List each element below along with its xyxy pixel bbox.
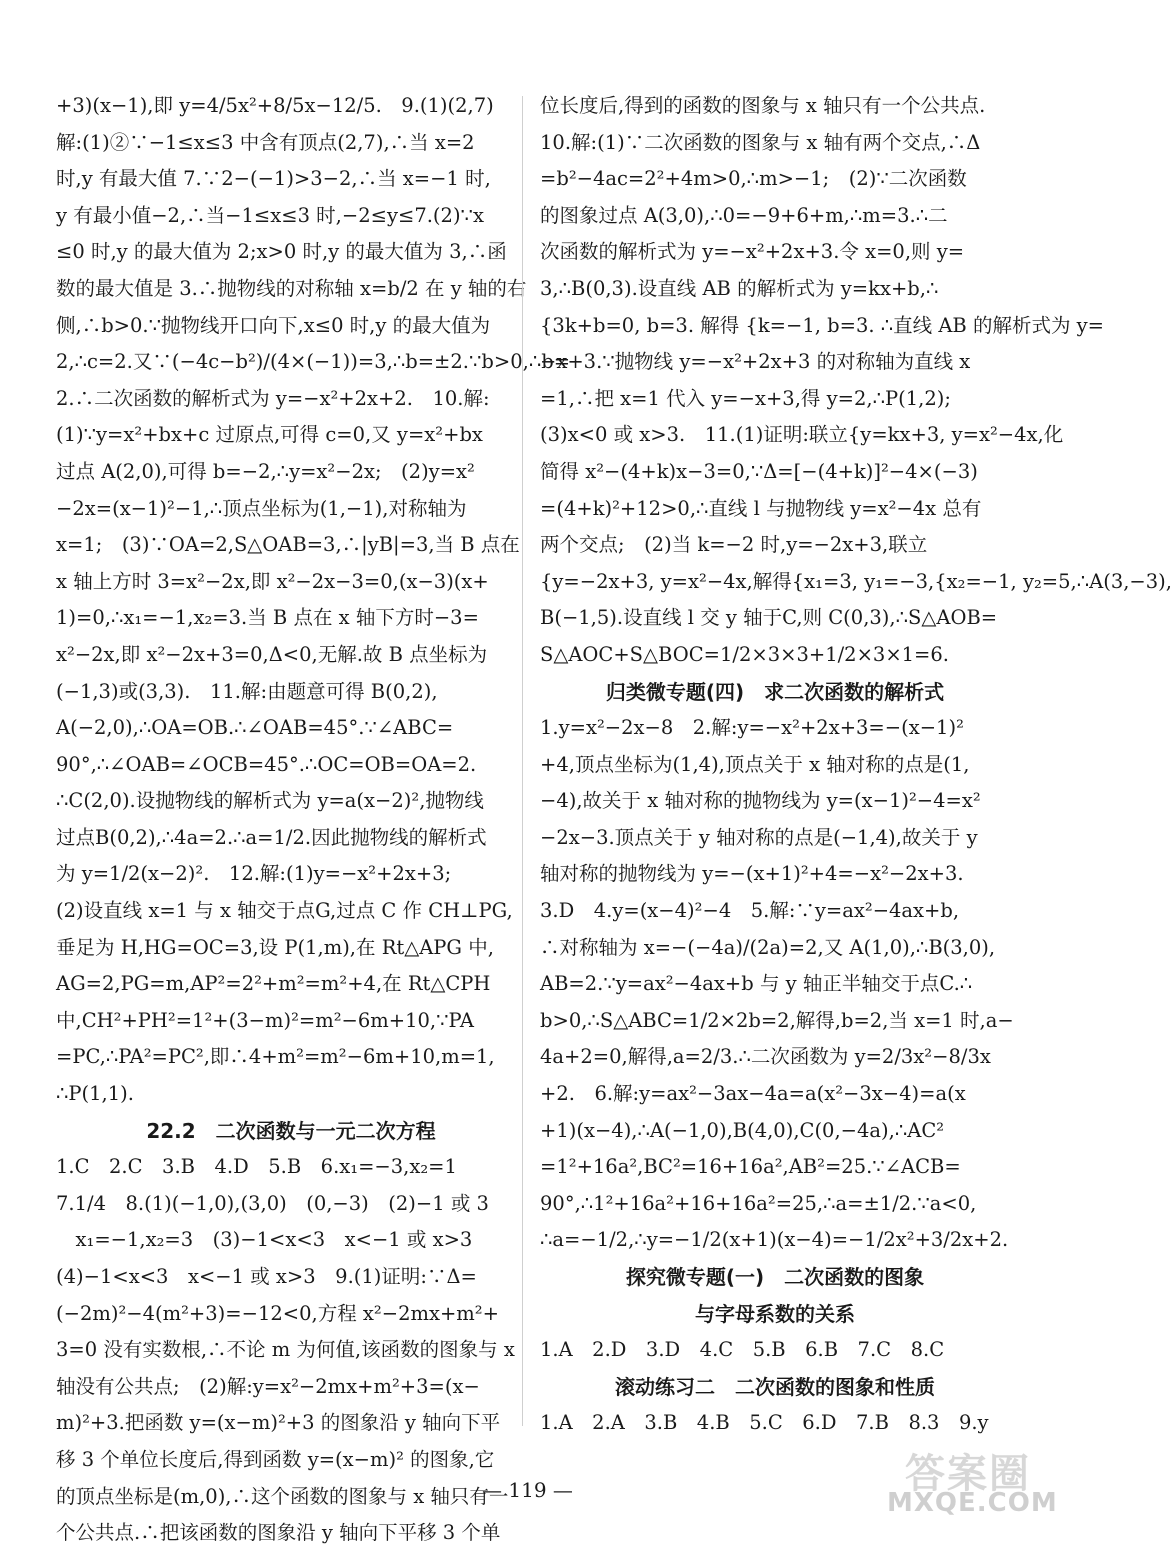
- text-line: 个公共点.∴把该函数的图象沿 y 轴向下平移 3 个单: [56, 1521, 501, 1545]
- text-line: +3)(x−1),即 y=4/5x²+8/5x−12/5. 9.(1)(2,7): [56, 94, 494, 117]
- watermark-logo: [887, 1442, 1058, 1522]
- text-line: 为 y=1/2(x−2)². 12.解:(1)y=−x²+2x+3;: [56, 862, 452, 886]
- text-line: 数的最大值是 3.∴抛物线的对称轴 x=b/2 在 y 轴的右: [56, 276, 527, 300]
- text-line: 轴没有公共点; (2)解:y=x²−2mx+m²+3=(x−: [56, 1374, 480, 1398]
- text-line: A(−2,0),∴OA=OB.∴∠OAB=45°.∵∠ABC=: [56, 716, 454, 740]
- text-line: 次函数的解析式为 y=−x²+2x+3.令 x=0,则 y=: [540, 240, 965, 264]
- text-line: 侧,∴b>0.∵抛物线开口向下,x≤0 时,y 的最大值为: [56, 313, 491, 337]
- text-line: 移 3 个单位长度后,得到函数 y=(x−m)² 的图象,它: [56, 1447, 495, 1471]
- text-line: 7.1/4 8.(1)(−1,0),(3,0) (0,−3) (2)−1 或 3: [56, 1191, 489, 1215]
- text-line: x 轴上方时 3=x²−2x,即 x²−2x−3=0,(x−3)(x+: [56, 569, 489, 593]
- text-line: {3k+b=0, b=3. 解得 {k=−1, b=3. ∴直线 AB 的解析式为 y=: [540, 313, 1105, 337]
- text-line: =b²−4ac=2²+4m>0,∴m>−1; (2)∵二次函数: [540, 167, 967, 191]
- text-line: 90°,∴1²+16a²+16+16a²=25,∴a=±1/2.∵a<0,: [540, 1191, 977, 1215]
- text-line: 2.∴二次函数的解析式为 y=−x²+2x+2. 10.解:: [56, 386, 490, 410]
- watermark-url: MXQE.COM: [887, 1488, 1058, 1518]
- text-line: (3)x<0 或 x>3. 11.(1)证明:联立{y=kx+3, y=x²−4x,化: [540, 423, 1064, 447]
- text-line: AG=2,PG=m,AP²=2²+m²=m²+4,在 Rt△CPH: [56, 972, 491, 996]
- text-line: −2x−3.顶点关于 y 轴对称的点是(−1,4),故关于 y: [540, 825, 978, 849]
- text-line: 过点 A(2,0),可得 b=−2,∴y=x²−2x; (2)y=x²: [56, 459, 475, 483]
- text-line: AB=2.∵y=ax²−4ax+b 与 y 轴正半轴交于点C.∴: [540, 972, 973, 996]
- text-line: 简得 x²−(4+k)x−3=0,∵Δ=[−(4+k)]²−4×(−3): [540, 459, 978, 483]
- text-line: 3,∴B(0,3).设直线 AB 的解析式为 y=kx+b,∴: [540, 276, 939, 300]
- text-line: 时,y 有最大值 7.∵2−(−1)>3−2,∴当 x=−1 时,: [56, 167, 491, 191]
- text-line: 2,∴c=2.又∵(−4c−b²)/(4×(−1))=3,∴b=±2.∵b>0,∴b=: [56, 350, 571, 374]
- text-line: +2. 6.解:y=ax²−3ax−4a=a(x²−3x−4)=a(x: [540, 1082, 966, 1106]
- text-line: B(−1,5).设直线 l 交 y 轴于C,则 C(0,3),∴S△AOB=: [540, 606, 998, 630]
- text-line: 10.解:(1)∵二次函数的图象与 x 轴有两个交点,∴Δ: [540, 130, 981, 154]
- text-line: =1²+16a²,BC²=16+16a²,AB²=25.∵∠ACB=: [540, 1155, 961, 1179]
- text-line: ∴P(1,1).: [56, 1082, 134, 1106]
- text-line: 1.A 2.A 3.B 4.B 5.C 6.D 7.B 8.3 9.y: [540, 1411, 989, 1435]
- text-line: =(4+k)²+12>0,∴直线 l 与抛物线 y=x²−4x 总有: [540, 496, 982, 520]
- text-line: −2x=(x−1)²−1,∴顶点坐标为(1,−1),对称轴为: [56, 496, 467, 520]
- text-line: 1.C 2.C 3.B 4.D 5.B 6.x₁=−3,x₂=1: [56, 1155, 457, 1179]
- text-line: −x+3.∵抛物线 y=−x²+2x+3 的对称轴为直线 x: [540, 350, 971, 374]
- text-line: 解:(1)②∵−1≤x≤3 中含有顶点(2,7),∴当 x=2: [56, 130, 475, 154]
- text-line: 的顶点坐标是(m,0),∴这个函数的图象与 x 轴只有一: [56, 1484, 509, 1508]
- text-line: 90°,∴∠OAB=∠OCB=45°.∴OC=OB=OA=2.: [56, 752, 477, 776]
- text-line: 4a+2=0,解得,a=2/3.∴二次函数为 y=2/3x²−8/3x: [540, 1045, 991, 1069]
- text-line: 3.D 4.y=(x−4)²−4 5.解:∵y=ax²−4ax+b,: [540, 899, 960, 923]
- text-line: ≤0 时,y 的最大值为 2;x>0 时,y 的最大值为 3,∴函: [56, 240, 507, 264]
- text-line: 中,CH²+PH²=1²+(3−m)²=m²−6m+10,∵PA: [56, 1008, 474, 1032]
- text-line: 3=0 没有实数根,∴不论 m 为何值,该函数的图象与 x: [56, 1338, 515, 1362]
- column-divider: [522, 96, 523, 1426]
- text-line: x²−2x,即 x²−2x+3=0,Δ<0,无解.故 B 点坐标为: [56, 642, 488, 666]
- text-line: (−2m)²−4(m²+3)=−12<0,方程 x²−2mx+m²+: [56, 1301, 499, 1325]
- section-heading: 22.2 二次函数与一元二次方程: [146, 1118, 436, 1143]
- text-line: +1)(x−4),∴A(−1,0),B(4,0),C(0,−4a),∴AC²: [540, 1118, 945, 1142]
- text-line: −4),故关于 x 轴对称的抛物线为 y=(x−1)²−4=x²: [540, 789, 981, 813]
- text-line: 两个交点; (2)当 k=−2 时,y=−2x+3,联立: [540, 533, 928, 557]
- text-line: ∴a=−1/2,∴y=−1/2(x+1)(x−4)=−1/2x²+3/2x+2.: [540, 1228, 1009, 1252]
- text-line: 1.A 2.D 3.D 4.C 5.B 6.B 7.C 8.C: [540, 1338, 945, 1362]
- text-line: (1)∵y=x²+bx+c 过原点,可得 c=0,又 y=x²+bx: [56, 423, 483, 447]
- section-heading: 归类微专题(四) 求二次函数的解析式: [605, 679, 945, 704]
- text-line: 的图象过点 A(3,0),∴0=−9+6+m,∴m=3.∴二: [540, 203, 948, 227]
- section-heading: 探究微专题(一) 二次函数的图象: [625, 1265, 925, 1289]
- text-line: =PC,∴PA²=PC²,即∴4+m²=m²−6m+10,m=1,: [56, 1045, 495, 1069]
- text-line: {y=−2x+3, y=x²−4x,解得{x₁=3, y₁=−3,{x₂=−1, y₂=5,∴A(3,−3),: [540, 569, 1172, 593]
- text-line: 1.y=x²−2x−8 2.解:y=−x²+2x+3=−(x−1)²: [540, 716, 964, 740]
- text-line: x=1; (3)∵OA=2,S△OAB=3,∴|yB|=3,当 B 点在: [56, 533, 520, 557]
- text-line: 垂足为 H,HG=OC=3,设 P(1,m),在 Rt△APG 中,: [56, 935, 494, 959]
- text-line: 位长度后,得到的函数的图象与 x 轴只有一个公共点.: [540, 94, 986, 117]
- text-line: x₁=−1,x₂=3 (3)−1<x<3 x<−1 或 x>3: [56, 1228, 473, 1252]
- text-line: =1,∴把 x=1 代入 y=−x+3,得 y=2,∴P(1,2);: [540, 386, 951, 410]
- page-number: — 119 —: [482, 1478, 573, 1502]
- text-line: (−1,3)或(3,3). 11.解:由题意可得 B(0,2),: [56, 679, 438, 703]
- text-line: +4,顶点坐标为(1,4),顶点关于 x 轴对称的点是(1,: [540, 752, 970, 776]
- text-line: S△AOC+S△BOC=1/2×3×3+1/2×3×1=6.: [540, 642, 950, 666]
- text-line: y 有最小值−2,∴当−1≤x≤3 时,−2≤y≤7.(2)∵x: [56, 203, 484, 227]
- text-line: b>0,∴S△ABC=1/2×2b=2,解得,b=2,当 x=1 时,a−: [540, 1008, 1014, 1032]
- text-line: 轴对称的抛物线为 y=−(x+1)²+4=−x²−2x+3.: [540, 862, 964, 886]
- right-column: [540, 88, 1172, 1442]
- section-heading: 与字母系数的关系: [695, 1301, 855, 1326]
- text-line: ∴C(2,0).设抛物线的解析式为 y=a(x−2)²,抛物线: [56, 789, 484, 813]
- text-line: 1)=0,∴x₁=−1,x₂=3.当 B 点在 x 轴下方时−3=: [56, 606, 479, 630]
- text-line: m)²+3.把函数 y=(x−m)²+3 的图象沿 y 轴向下平: [56, 1411, 501, 1435]
- text-line: (2)设直线 x=1 与 x 轴交于点G,过点 C 作 CH⊥PG,: [56, 899, 513, 923]
- text-line: 过点B(0,2),∴4a=2.∴a=1/2.因此抛物线的解析式: [56, 825, 487, 849]
- section-heading: 滚动练习二 二次函数的图象和性质: [615, 1374, 935, 1399]
- text-line: (4)−1<x<3 x<−1 或 x>3 9.(1)证明:∵Δ=: [56, 1265, 477, 1288]
- watermark-text: 答案圈: [905, 1451, 1031, 1497]
- text-line: ∴对称轴为 x=−(−4a)/(2a)=2,又 A(1,0),∴B(3,0),: [540, 935, 996, 959]
